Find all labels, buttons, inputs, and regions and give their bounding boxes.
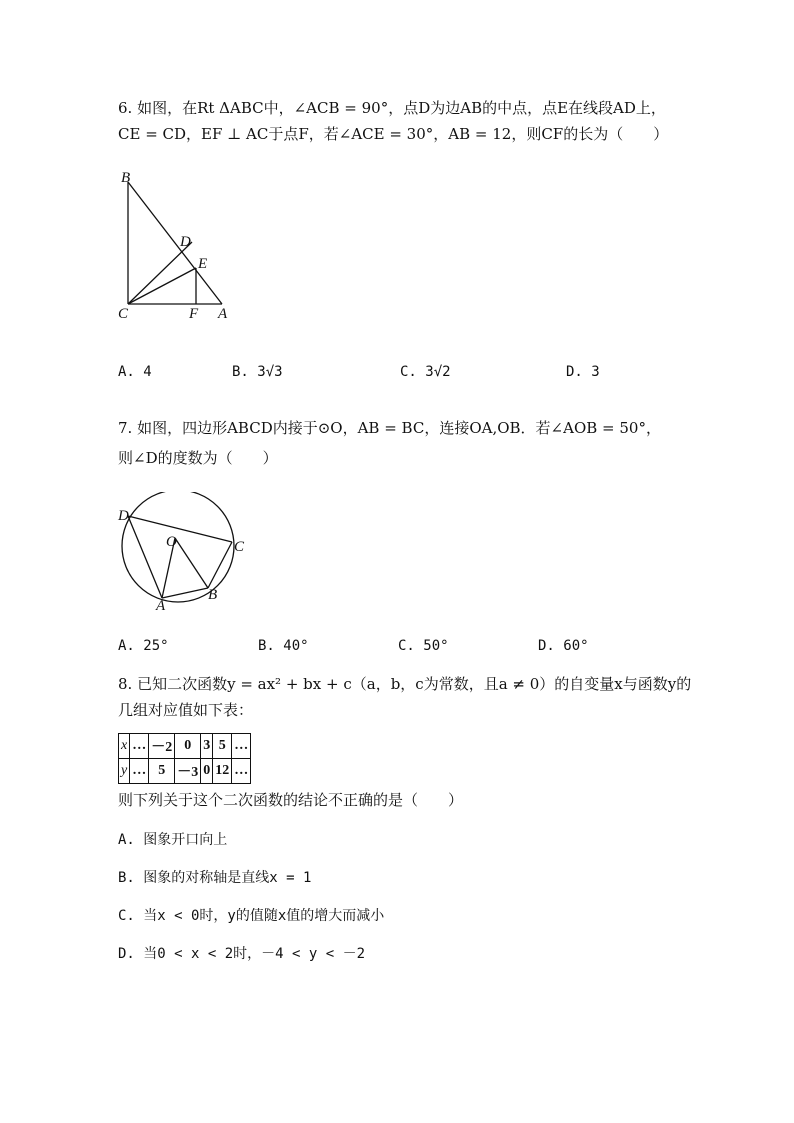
- q8-option-b[interactable]: B. 图象的对称轴是直线x = 1: [118, 870, 312, 886]
- q6-option-b[interactable]: B. 3√3: [232, 364, 283, 380]
- q7-option-a[interactable]: A. 25°: [118, 638, 169, 654]
- segment-da: [128, 516, 162, 598]
- table-cell: x: [119, 734, 130, 759]
- table-cell: …: [232, 759, 251, 784]
- table-cell: y: [119, 759, 130, 784]
- table-cell: 0: [201, 759, 213, 784]
- segment-ob: [175, 538, 208, 588]
- table-cell: －3: [175, 759, 201, 784]
- segment-cd: [128, 242, 192, 304]
- label-a: A: [218, 306, 228, 320]
- label-d: D: [118, 508, 129, 524]
- table-cell: 12: [213, 759, 232, 784]
- xy-value-table: [118, 733, 251, 784]
- q8-stem-line1: 8. 已知二次函数y = ax² + bx + c（a，b，c为常数，且a ≠ 0）的自变量x与函数y的: [118, 675, 692, 693]
- label-o: O: [166, 534, 177, 550]
- q7-stem-line1: 7. 如图，四边形ABCD内接于⊙O，AB = BC，连接OA,OB．若∠AOB = 50°，: [118, 419, 661, 437]
- q6-option-c[interactable]: C. 3√2: [400, 364, 451, 380]
- label-c: C: [234, 539, 245, 555]
- table-cell: 5: [149, 759, 175, 784]
- label-d: D: [180, 234, 191, 250]
- table-row-y: [119, 759, 251, 784]
- segment-dc: [128, 516, 232, 542]
- q7-stem-line2: 则∠D的度数为（ ）: [118, 449, 278, 467]
- q7-option-c[interactable]: C. 50°: [398, 638, 449, 654]
- q8-option-a[interactable]: A. 图象开口向上: [118, 832, 228, 848]
- circle-o: [122, 492, 234, 602]
- q6-stem-line1: 6. 如图，在Rt ΔABC中，∠ACB = 90°，点D为边AB的中点，点E在线段AD上，: [118, 99, 666, 117]
- q6-option-d[interactable]: D. 3: [566, 364, 600, 380]
- q6-triangle-figure: [112, 170, 252, 320]
- segment-bc: [208, 542, 232, 588]
- q8-stem-line3: 则下列关于这个二次函数的结论不正确的是（ ）: [118, 791, 464, 809]
- q6-option-a[interactable]: A. 4: [118, 364, 152, 380]
- table-cell: …: [232, 734, 251, 759]
- table-cell: 3: [201, 734, 213, 759]
- q8-option-d[interactable]: D. 当0 < x < 2时，－4 < y < －2: [118, 946, 366, 962]
- table-cell: 5: [213, 734, 232, 759]
- label-b: B: [121, 170, 131, 186]
- table-cell: …: [130, 759, 149, 784]
- table-cell: …: [130, 734, 149, 759]
- label-e: E: [198, 256, 208, 272]
- table-row-x: [119, 734, 251, 759]
- table-cell: 0: [175, 734, 201, 759]
- q8-option-c[interactable]: C. 当x < 0时，y的值随x值的增大而减小: [118, 908, 385, 924]
- segment-ab: [128, 182, 222, 304]
- segment-ce: [128, 268, 196, 304]
- q8-stem-line2: 几组对应值如下表：: [118, 701, 254, 719]
- q7-option-d[interactable]: D. 60°: [538, 638, 589, 654]
- label-c: C: [118, 306, 129, 320]
- label-f: F: [189, 306, 199, 320]
- q7-circle-figure: [112, 492, 252, 612]
- label-a: A: [156, 598, 166, 612]
- table-cell: －2: [149, 734, 175, 759]
- q7-option-b[interactable]: B. 40°: [258, 638, 309, 654]
- q6-stem-line2: CE = CD，EF ⊥ AC于点F，若∠ACE = 30°，AB = 12，则CF的长为（ ）: [118, 125, 669, 143]
- label-b: B: [208, 587, 218, 603]
